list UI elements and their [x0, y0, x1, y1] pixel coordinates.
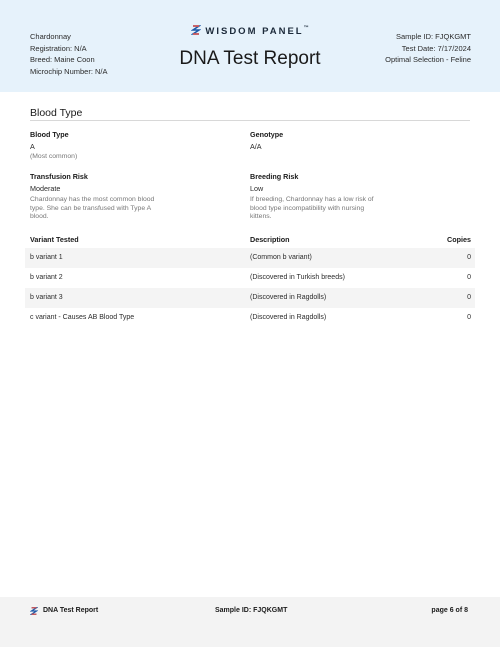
breed: Breed: Maine Coon [30, 55, 95, 65]
sample-info [385, 31, 471, 66]
variant-cell: b variant 1 [30, 254, 63, 261]
trademark: ™ [303, 25, 309, 31]
pet-name: Chardonnay [30, 32, 71, 41]
genotype-label: Genotype [250, 130, 284, 139]
description-column-header: Description [250, 235, 290, 244]
test-selection: Optimal Selection - Feline [385, 55, 471, 65]
description-cell: (Discovered in Ragdolls) [250, 294, 327, 301]
footer-page-number: page 6 of 8 [431, 607, 468, 614]
copies-cell: 0 [467, 314, 471, 321]
description-cell: (Discovered in Turkish breeds) [250, 274, 345, 281]
footer-sample-id: Sample ID: FJQKGMT [215, 607, 288, 614]
brand-name: WISDOM PANEL [205, 26, 304, 37]
report-header [0, 0, 500, 92]
description-cell: (Common b variant) [250, 254, 312, 261]
copies-cell: 0 [467, 294, 471, 301]
description-cell: (Discovered in Ragdolls) [250, 314, 327, 321]
variant-column-header: Variant Tested [30, 235, 79, 244]
microchip-number: Microchip Number: N/A [30, 66, 108, 76]
report-title: DNA Test Report [179, 48, 321, 69]
report-footer [0, 597, 500, 647]
registration: Registration: N/A [30, 43, 87, 53]
breeding-risk-label: Breeding Risk [250, 172, 299, 181]
variant-cell: b variant 3 [30, 294, 63, 301]
section-divider [30, 120, 470, 121]
copies-cell: 0 [467, 274, 471, 281]
breeding-risk-value: Low [250, 184, 264, 193]
table-row [25, 308, 475, 328]
footer-report-name: DNA Test Report [43, 607, 99, 614]
blood-type-value: A [30, 142, 35, 151]
variant-cell: c variant - Causes AB Blood Type [30, 314, 135, 321]
blood-type-note: (Most common) [30, 153, 78, 160]
transfusion-risk-note: Chardonnay has the most common blood type. She can be transfused with Type A blood. [30, 196, 155, 221]
test-date: Test Date: 7/17/2024 [401, 43, 471, 53]
genotype-value: A/A [250, 142, 262, 151]
copies-cell: 0 [467, 254, 471, 261]
wisdom-panel-logo-icon [191, 25, 201, 35]
section-title: Blood Type [30, 107, 83, 119]
wisdom-panel-logo-icon [30, 607, 38, 615]
table-row [25, 248, 475, 268]
table-row [25, 268, 475, 288]
copies-column-header: Copies [447, 235, 471, 244]
variant-cell: b variant 2 [30, 274, 63, 281]
sample-id: Sample ID: FJQKGMT [395, 32, 471, 41]
table-row [25, 288, 475, 308]
breeding-risk-note: If breeding, Chardonnay has a low risk of blood type incompatibility with nursing kittens. [250, 196, 374, 221]
transfusion-risk-value: Moderate [30, 184, 61, 193]
transfusion-risk-label: Transfusion Risk [30, 172, 88, 181]
blood-type-label: Blood Type [30, 130, 69, 139]
